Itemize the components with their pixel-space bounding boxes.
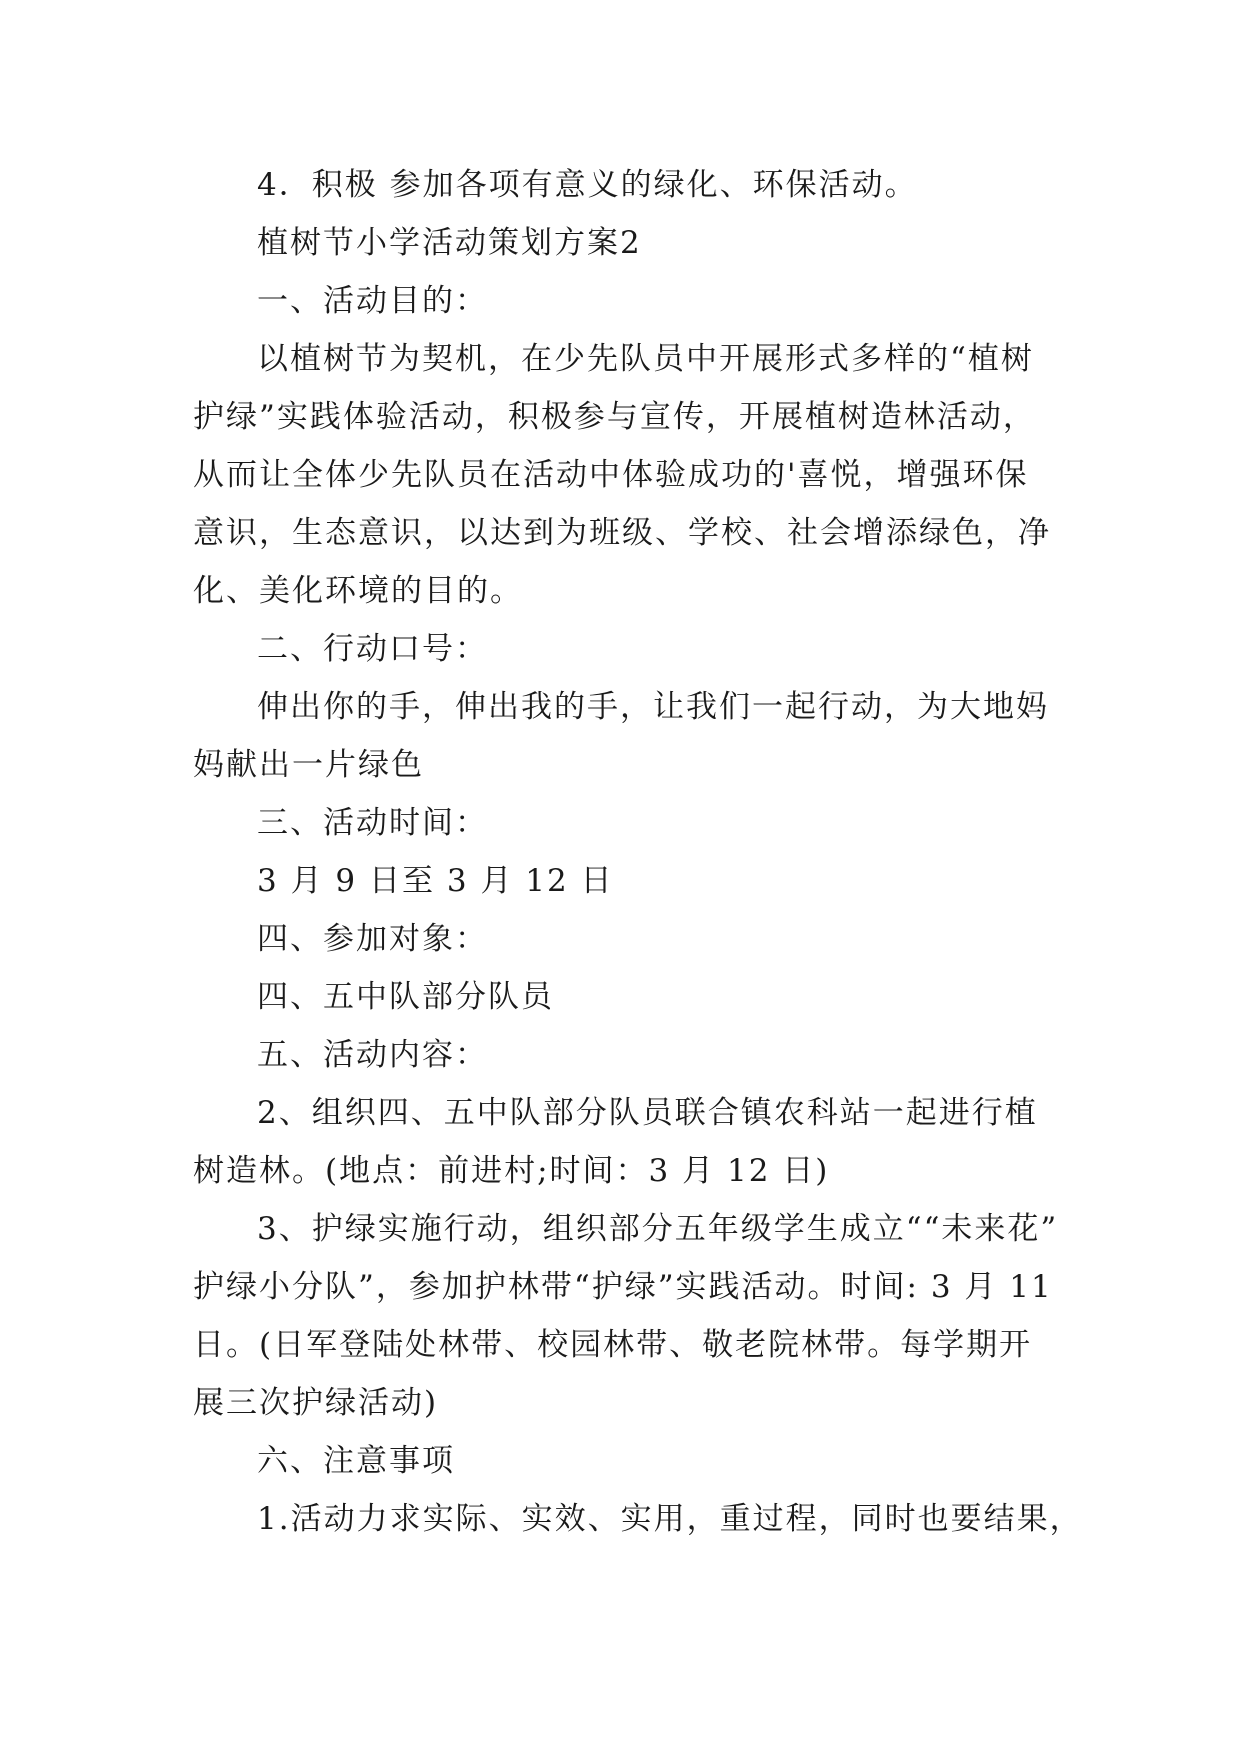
section-heading: 六、注意事项 [257,1443,455,1479]
paragraph-line: 1.活动力求实际、实效、实用，重过程，同时也要结果， [257,1501,1083,1537]
paragraph-line: 3 月 9 日至 3 月 12 日 [257,863,614,899]
paragraph-line: 妈献出一片绿色 [193,747,424,783]
section-heading: 四、参加对象： [257,921,488,957]
paragraph-line: 2、组织四、五中队部分队员联合镇农科站一起进行植 [257,1095,1038,1131]
document-body [193,156,1083,1548]
paragraph-line: 化、美化环境的目的。 [193,573,523,609]
section-title: 植树节小学活动策划方案2 [257,225,642,261]
paragraph-line: 日。(日军登陆处林带、校园林带、敬老院林带。每学期开 [193,1327,1033,1363]
section-heading: 三、活动时间： [257,805,488,841]
paragraph-line: 3、护绿实施行动，组织部分五年级学生成立““未来花” [257,1211,1059,1247]
paragraph-line: 意识，生态意识，以达到为班级、学校、社会增添绿色，净 [193,515,1051,551]
section-heading: 二、行动口号： [257,631,488,667]
paragraph-line: 树造林。(地点：前进村;时间：3 月 12 日) [193,1153,830,1189]
paragraph-line: 4．积极 参加各项有意义的绿化、环保活动。 [257,167,918,203]
section-heading: 五、活动内容： [257,1037,488,1073]
paragraph-line: 以植树节为契机，在少先队员中开展形式多样的“植树 [257,341,1034,377]
paragraph-line: 从而让全体少先队员在活动中体验成功的'喜悦，增强环保 [193,457,1029,493]
paragraph-line: 展三次护绿活动) [193,1385,439,1421]
paragraph-line: 护绿小分队”，参加护林带“护绿”实践活动。时间: 3 月 11 [193,1269,1053,1305]
paragraph-line: 四、五中队部分队员 [257,979,554,1015]
section-heading: 一、活动目的： [257,283,488,319]
paragraph-line: 护绿”实践体验活动，积极参与宣传，开展植树造林活动， [193,399,1036,435]
paragraph-line: 伸出你的手，伸出我的手，让我们一起行动，为大地妈 [257,689,1049,725]
